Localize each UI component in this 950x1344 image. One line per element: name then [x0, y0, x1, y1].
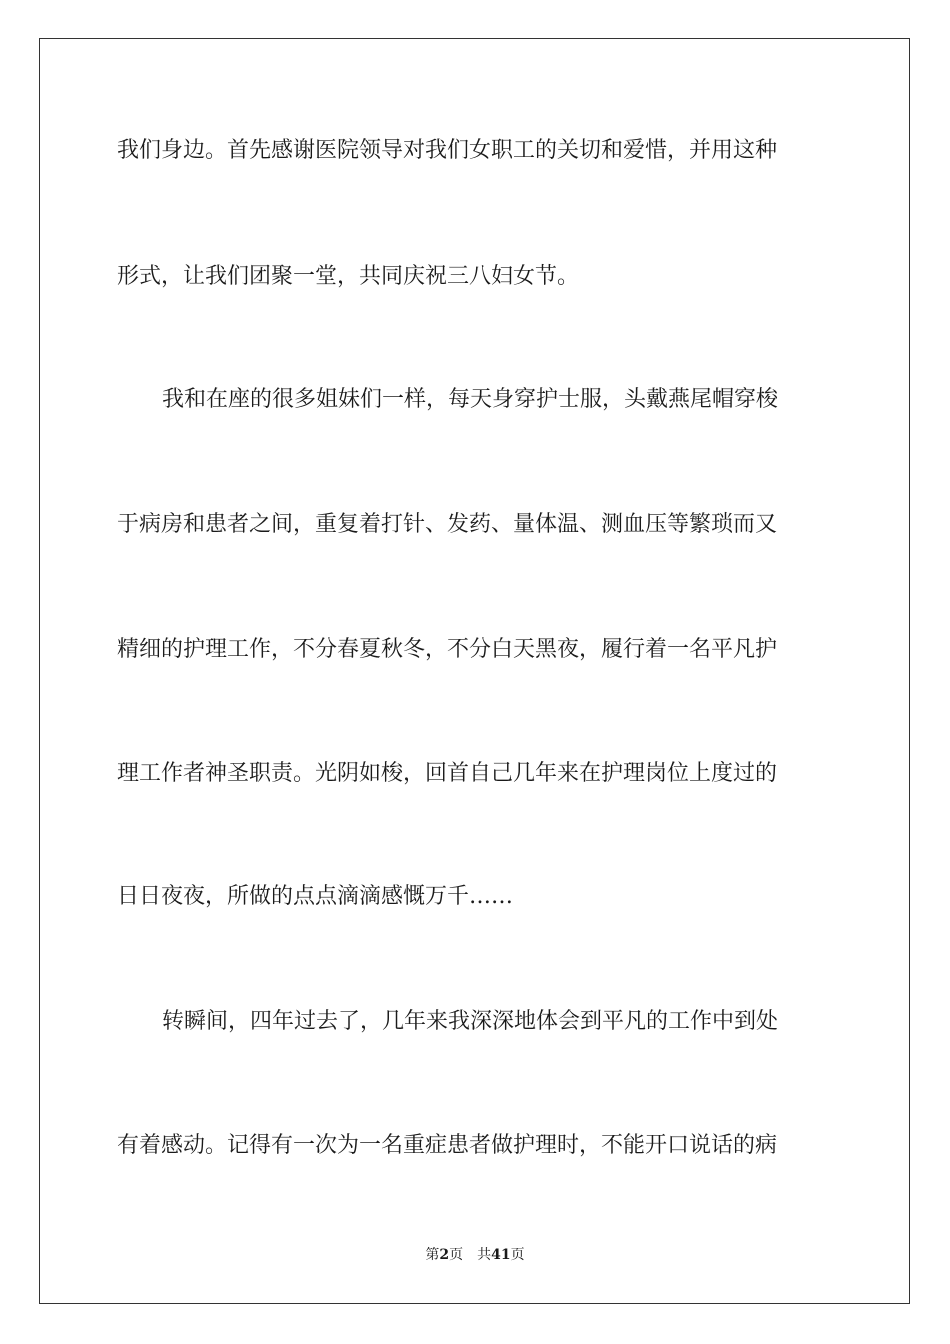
text-line-1: 我们身边。首先感谢医院领导对我们女职工的关切和爱惜，并用这种: [117, 138, 778, 163]
total-suffix: 页: [510, 1247, 525, 1263]
page-suffix: 页: [449, 1247, 464, 1263]
text-line-4: 于病房和患者之间，重复着打针、发药、量体温、测血压等繁琐而又: [117, 512, 778, 537]
text-line-3: 我和在座的很多姐妹们一样，每天身穿护士服，头戴燕尾帽穿梭: [162, 387, 779, 412]
text-line-2: 形式，让我们团聚一堂，共同庆祝三八妇女节。: [117, 264, 580, 289]
page-number: 2: [439, 1247, 450, 1263]
text-line-7: 日日夜夜，所做的点点滴滴感慨万千……: [117, 884, 514, 909]
page-prefix: 第: [425, 1247, 440, 1263]
text-line-5: 精细的护理工作，不分春夏秋冬，不分白天黑夜，履行着一名平凡护: [117, 637, 778, 662]
total-prefix: 共: [477, 1247, 492, 1263]
page-footer: [0, 1244, 950, 1264]
text-line-6: 理工作者神圣职责。光阴如梭，回首自己几年来在护理岗位上度过的: [117, 761, 778, 786]
text-line-8: 转瞬间，四年过去了，几年来我深深地体会到平凡的工作中到处: [162, 1009, 779, 1034]
text-line-9: 有着感动。记得有一次为一名重症患者做护理时，不能开口说话的病: [117, 1133, 778, 1158]
page-border: [39, 38, 910, 1304]
total-pages: 41: [491, 1247, 511, 1263]
